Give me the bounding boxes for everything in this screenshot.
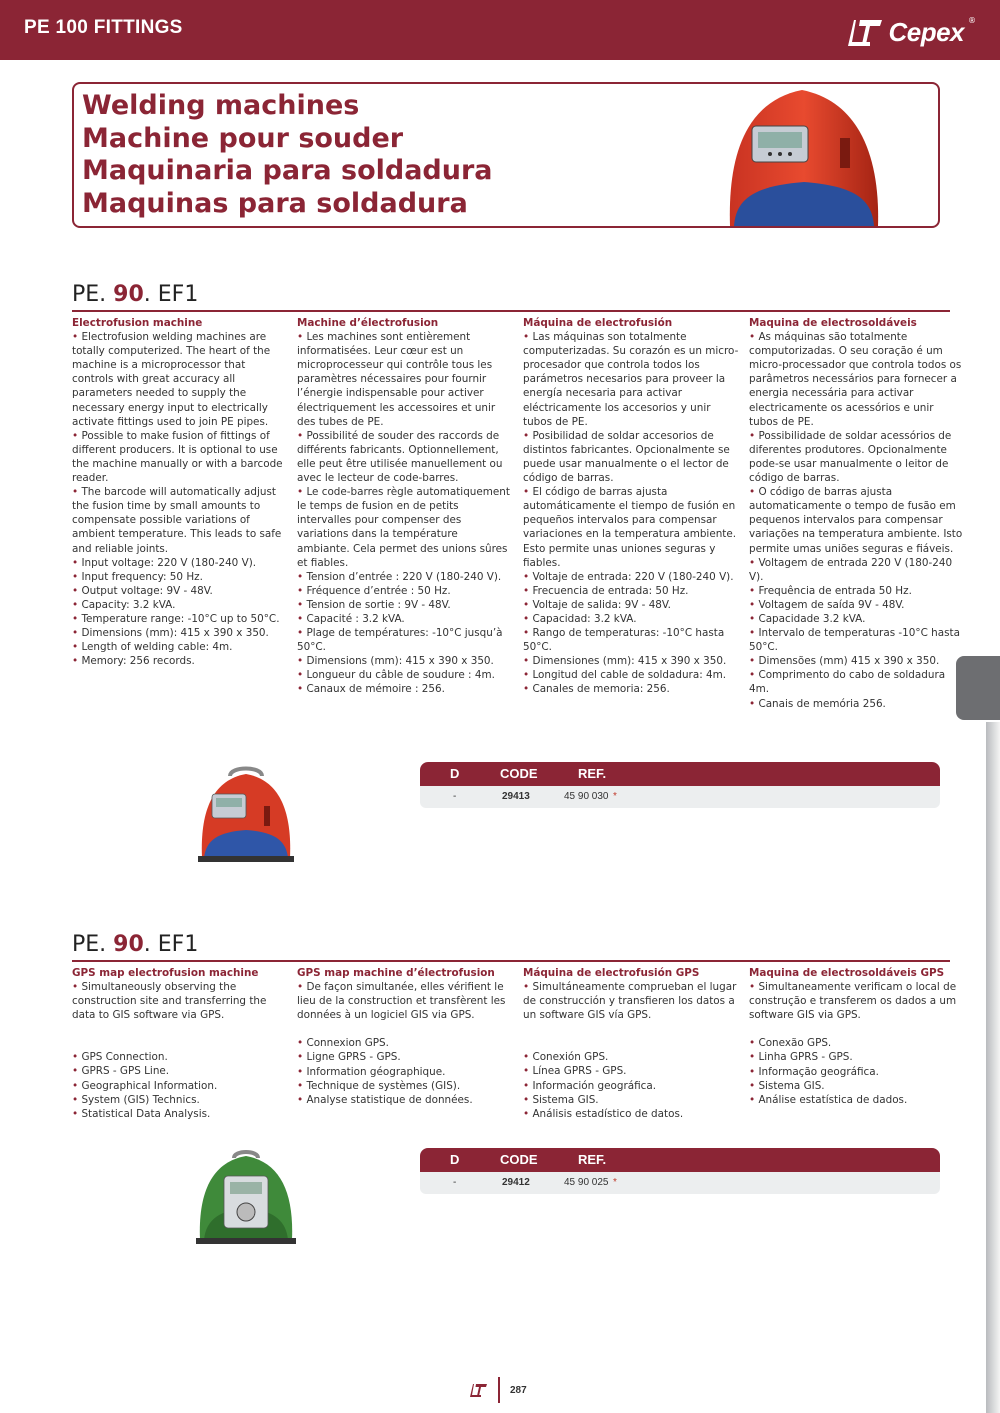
table-row	[420, 1172, 940, 1194]
col-heading: Máquina de electrofusión GPS	[523, 967, 700, 979]
cell-code: 29413	[502, 791, 530, 802]
col-heading: Maquina de electrosoldáveis	[749, 317, 917, 329]
cell-ref: 45 90 025	[564, 1177, 609, 1188]
gps-welding-machine-thumb	[194, 1148, 298, 1246]
welding-machine-thumb-1	[194, 762, 298, 866]
col-heading: GPS map machine d’électrofusion	[297, 967, 495, 979]
col-heading: Maquina de electrosoldáveis GPS	[749, 967, 945, 979]
logo-registered: ®	[968, 16, 976, 25]
col-es-2: Máquina de electrofusión GPS • Simultáneamente comprueban el lugar de construcción y transfieren los datos a un software GIS vía GPS. • Conexión GPS. • Línea GPRS - GPS. • Información geográfica. • Sistema GIS. • Análisis estadístico de datos.	[523, 966, 739, 1121]
side-tab	[956, 656, 1000, 720]
cepex-logo	[844, 16, 976, 48]
col-d-header: D	[450, 1152, 460, 1167]
cell-mark: *	[613, 1177, 617, 1188]
col-fr-1: Machine d’électrofusion • Les machines sont entièrement informatisées. Leur cœur est un microprocesseur qui contrôle tous les paramètres nécessaires pour fournir l’énergie indispensable pour activer électriquement les accessoires et unir des tubes de PE. • Possibilité de souder des raccords de différents fabricants. Optionnellement, elle peut être utilisée manuellement ou avec le lecteur de code-barres. • Le code-barres règle automatiquement le temps de fusion en de petits intervalles pour compenser des variations dans la température ambiante. Cela permet des unions sûres et fiables. • Tension d’entrée : 220 V (180-240 V). • Fréquence d’entrée : 50 Hz. • Tension de sortie : 9V - 48V. • Capacité : 3.2 kVA. • Plage de températures: -10°C jusqu’à 50°C. • Dimensions (mm): 415 x 390 x 350. • Longueur du câble de soudure : 4m. • Canaux de mémoire : 256.	[297, 316, 513, 697]
welding-machine-image	[722, 82, 884, 226]
col-code-header: CODE	[500, 766, 538, 781]
cell-code: 29412	[502, 1177, 530, 1188]
col-pt-2: Maquina de electrosoldáveis GPS • Simultaneamente verificam o local de construção e transferem os dados a um software GIS via GPS. • Conexão GPS. • Linha GPRS - GPS. • Informação geográfica. • Sistema GIS. • Análise estatística de dados.	[749, 966, 965, 1107]
col-code-header: CODE	[500, 1152, 538, 1167]
title-en: Welding machines	[82, 90, 360, 121]
title-box	[72, 82, 940, 228]
logo-word: Cepex	[888, 16, 964, 47]
title-es: Maquinaria para soldadura	[82, 155, 493, 186]
product-rule-1	[72, 310, 950, 312]
col-en-1: Electrofusion machine • Electrofusion welding machines are totally computerized. The heart of the machine is a microprocessor that controls with great accuracy all parameters needed to supply the necessary energy input to electrically activate fittings used to join PE pipes. • Possible to make fusion of fittings of different producers. It is optional to use the machine manually or with a barcode reader. • The barcode will automatically adjust the fusion time by small amounts to compensate possible variations of ambient temperature. This leads to safe and reliable joints. • Input voltage: 220 V (180-240 V). • Input frequency: 50 Hz. • Output voltage: 9V - 48V. • Capacity: 3.2 kVA. • Temperature range: -10°C up to 50°C. • Dimensions (mm): 415 x 390 x 350. • Length of welding cable: 4m. • Memory: 256 records.	[72, 316, 288, 668]
col-ref-header: REF.	[578, 766, 607, 781]
cepex-mark-icon	[844, 16, 884, 48]
footer	[468, 1376, 527, 1404]
code-table-1	[420, 762, 940, 808]
table-header	[420, 762, 940, 786]
footer-divider	[498, 1377, 500, 1403]
col-ref-header: REF.	[578, 1152, 607, 1167]
title-lines	[82, 90, 493, 220]
table-row	[420, 786, 940, 808]
cell-ref: 45 90 030	[564, 791, 609, 802]
cell-d: -	[453, 791, 457, 802]
section-title: PE 100 FITTINGS	[24, 17, 183, 38]
col-heading: Electrofusion machine	[72, 317, 203, 329]
product-rule-2	[72, 960, 950, 962]
code-table-2	[420, 1148, 940, 1194]
title-fr: Machine pour souder	[82, 122, 404, 154]
page-number: 287	[510, 1384, 527, 1396]
cell-mark: *	[613, 791, 617, 802]
col-heading: Máquina de electrofusión	[523, 317, 673, 329]
header-bar	[0, 0, 1000, 60]
col-pt-1: Maquina de electrosoldáveis • As máquinas são totalmente computorizadas. O seu coração é um micro-processador que controla todos os parâmetros necessários para fornecer a energia necessária para activar electricamente os acessórios e unir tubos de PE. • Possibilidade de soldar acessórios de diferentes produtores. Opcionalmente pode-se usar manualmente o leitor de código de barras. • O código de barras ajusta automaticamente o tempo de fusão em pequenos intervalos para compensar variações na temperatura ambiente. Isto permite umas uniões seguras e fiáveis. • Voltagem de entrada 220 V (180-240 V). • Frequência de entrada 50 Hz. • Voltagem de saída 9V - 48V. • Capacidade 3.2 kVA. • Intervalo de temperaturas -10°C hasta 50°C. • Dimensões (mm) 415 x 390 x 350. • Comprimento do cabo de soldadura 4m. • Canais de memória 256.	[749, 316, 965, 711]
table-header	[420, 1148, 940, 1172]
side-strip	[986, 722, 1000, 1413]
col-en-2: GPS map electrofusion machine • Simultaneously observing the construction site and transferring the data to GIS software via GPS. • GPS Connection. • GPRS - GPS Line. • Geographical Information. • System (GIS) Technics. • Statistical Data Analysis.	[72, 966, 288, 1121]
col-es-1: Máquina de electrofusión • Las máquinas son totalmente computerizadas. Su corazón es un micro-procesador que controla todos los parámetros necesarios para proveer la energía necesaria para activar eléctricamente los accesorios y unir tubos de PE. • Posibilidad de soldar accesorios de distintos fabricantes. Opcionalmente se puede usar manualmente o el lector de código de barras. • El código de barras ajusta automáticamente el tiempo de fusión en pequeños intervalos para compensar variaciones en la temperatura ambiente. Esto permite unas uniones seguras y fiables. • Voltaje de entrada: 220 V (180-240 V). • Frecuencia de entrada: 50 Hz. • Voltaje de salida: 9V - 48V. • Capacidad: 3.2 kVA. • Rango de temperaturas: -10°C hasta 50°C. • Dimensiones (mm): 415 x 390 x 350. • Longitud del cable de soldadura: 4m. • Canales de memoria: 256.	[523, 317, 739, 696]
title-pt: Maquinas para soldadura	[82, 187, 468, 219]
col-fr-2: GPS map machine d’électrofusion • De façon simultanée, elles vérifient le lieu de la construction et transfèrent les données à un logiciel GIS via GPS. • Connexion GPS. • Ligne GPRS - GPS. • Information géographique. • Technique de systèmes (GIS). • Analyse statistique de données.	[297, 966, 513, 1107]
product-title-1: PE. 90. EF1	[72, 282, 199, 307]
cepex-mark-icon	[468, 1382, 488, 1398]
cell-d: -	[453, 1177, 457, 1188]
product-title-2: PE. 90. EF1	[72, 932, 199, 957]
col-d-header: D	[450, 766, 460, 781]
col-heading: GPS map electrofusion machine	[72, 967, 259, 979]
col-heading: Machine d’électrofusion	[297, 317, 439, 329]
